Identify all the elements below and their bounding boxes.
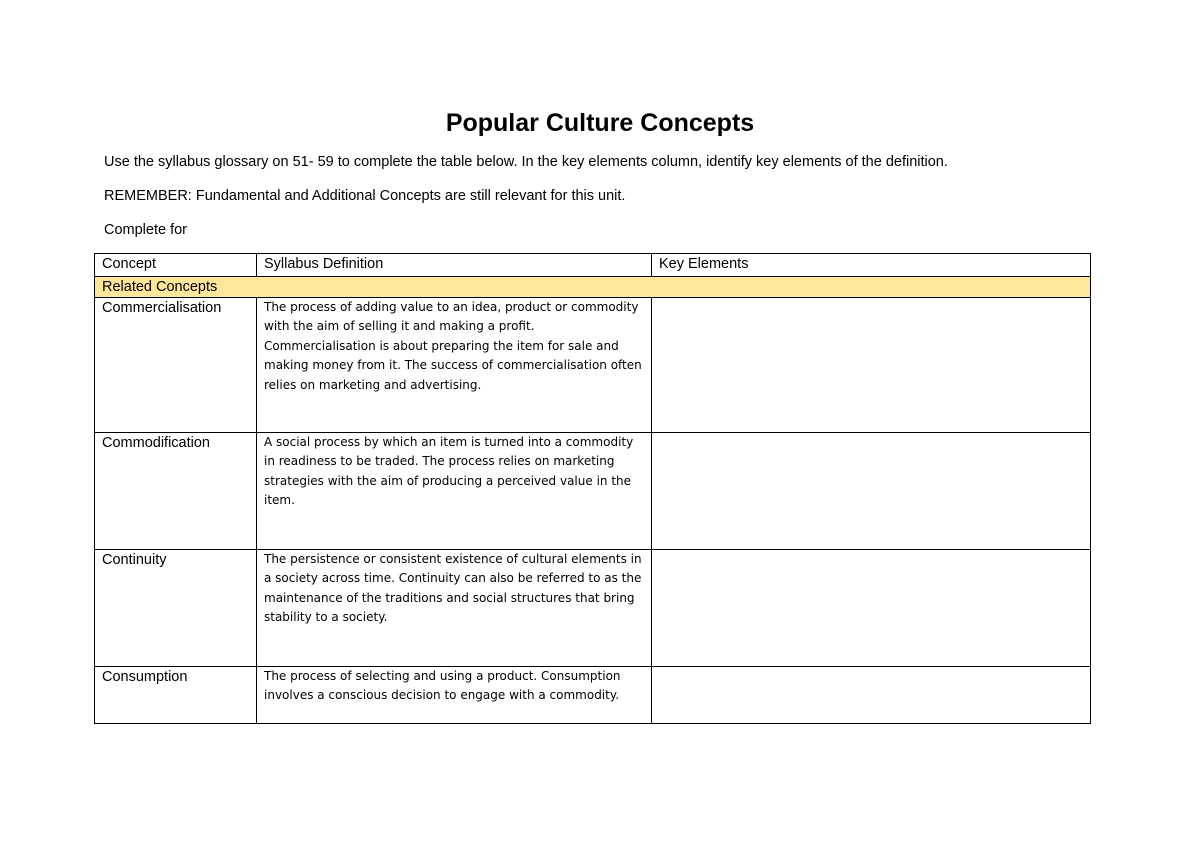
instruction-paragraph: Use the syllabus glossary on 51- 59 to complete the table below. In the key elements column, identify key elements of the definition. [104, 154, 948, 170]
definition-cell: The process of selecting and using a product. Consumption involves a conscious decision to engage with a commodity. [257, 667, 652, 724]
concept-cell: Continuity [95, 550, 257, 667]
definition-cell: The process of adding value to an idea, product or commodity with the aim of selling it and making a profit. Commercialisation is about preparing the item for sale and making money from it. The success of commercialisation often relies on marketing and advertising. [257, 298, 652, 433]
concept-cell: Consumption [95, 667, 257, 724]
definition-cell: The persistence or consistent existence of cultural elements in a society across time. Continuity can also be referred to as the maintenance of the traditions and social structures that bring stability to a society. [257, 550, 652, 667]
table-row [95, 433, 1091, 550]
table-row [95, 298, 1091, 433]
header-concept: Concept [95, 254, 257, 277]
section-label-related-concepts: Related Concepts [95, 277, 1091, 298]
table-row [95, 550, 1091, 667]
header-syllabus-definition: Syllabus Definition [257, 254, 652, 277]
concept-cell: Commercialisation [95, 298, 257, 433]
reminder-paragraph: REMEMBER: Fundamental and Additional Concepts are still relevant for this unit. [104, 188, 626, 204]
concept-cell: Commodification [95, 433, 257, 550]
complete-for-paragraph: Complete for [104, 222, 188, 238]
header-key-elements: Key Elements [652, 254, 1091, 277]
key-elements-cell[interactable] [652, 433, 1091, 550]
table-row [95, 667, 1091, 724]
page-title: Popular Culture Concepts [445, 109, 755, 137]
table-header-row [95, 254, 1091, 277]
section-row [95, 277, 1091, 298]
definition-cell: A social process by which an item is turned into a commodity in readiness to be traded. The process relies on marketing strategies with the aim of producing a perceived value in the item. [257, 433, 652, 550]
concepts-table [94, 253, 1091, 724]
key-elements-cell[interactable] [652, 667, 1091, 724]
key-elements-cell[interactable] [652, 298, 1091, 433]
key-elements-cell[interactable] [652, 550, 1091, 667]
